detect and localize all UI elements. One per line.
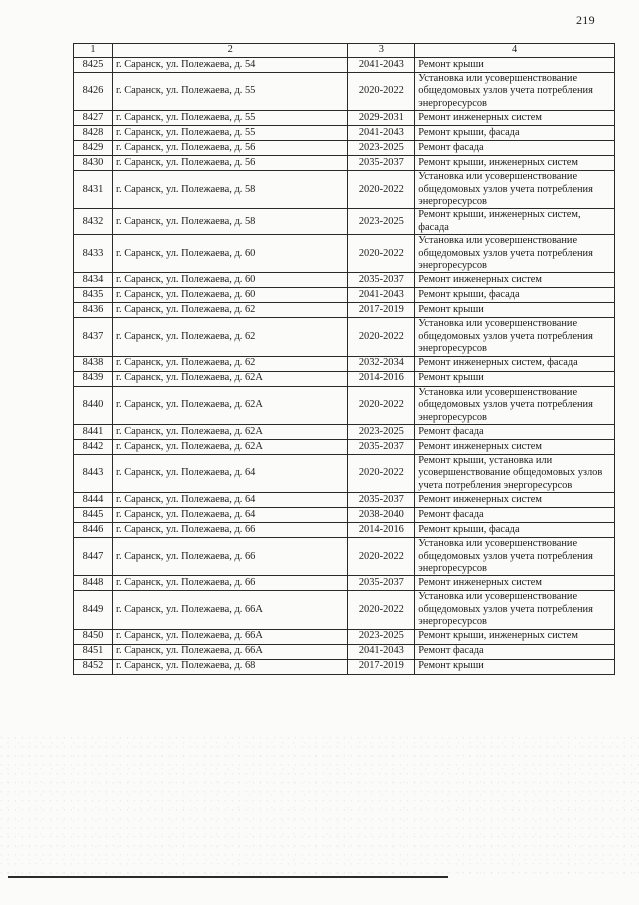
cell-period: 2020-2022 xyxy=(348,454,415,492)
cell-number: 8437 xyxy=(74,318,113,356)
cell-period: 2020-2022 xyxy=(348,591,415,629)
cell-work: Ремонт фасада xyxy=(415,644,615,659)
cell-period: 2017-2019 xyxy=(348,659,415,674)
cell-work: Ремонт инженерных систем xyxy=(415,493,615,508)
column-header-3: 3 xyxy=(348,44,415,58)
cell-period: 2023-2025 xyxy=(348,141,415,156)
cell-period: 2020-2022 xyxy=(348,73,415,111)
cell-work: Ремонт крыши, инженерных систем, фасада xyxy=(415,209,615,235)
cell-period: 2035-2037 xyxy=(348,576,415,591)
cell-period: 2017-2019 xyxy=(348,303,415,318)
table-row xyxy=(74,209,615,235)
table-row xyxy=(74,171,615,209)
cell-work: Установка или усовершенствование общедомовых узлов учета потребления энергоресурсов xyxy=(415,235,615,273)
cell-period: 2014-2016 xyxy=(348,371,415,386)
cell-address: г. Саранск, ул. Полежаева, д. 62А xyxy=(112,386,347,424)
cell-address: г. Саранск, ул. Полежаева, д. 64 xyxy=(112,508,347,523)
cell-period: 2035-2037 xyxy=(348,493,415,508)
cell-period: 2023-2025 xyxy=(348,424,415,439)
cell-period: 2032-2034 xyxy=(348,356,415,371)
cell-number: 8447 xyxy=(74,538,113,576)
cell-work: Установка или усовершенствование общедомовых узлов учета потребления энергоресурсов xyxy=(415,591,615,629)
table-row xyxy=(74,386,615,424)
cell-work: Ремонт крыши xyxy=(415,659,615,674)
cell-address: г. Саранск, ул. Полежаева, д. 62 xyxy=(112,303,347,318)
cell-period: 2020-2022 xyxy=(348,235,415,273)
cell-period: 2038-2040 xyxy=(348,508,415,523)
table-row xyxy=(74,288,615,303)
table-row xyxy=(74,371,615,386)
table-row xyxy=(74,318,615,356)
cell-work: Ремонт инженерных систем, фасада xyxy=(415,356,615,371)
cell-period: 2020-2022 xyxy=(348,386,415,424)
cell-work: Ремонт инженерных систем xyxy=(415,576,615,591)
cell-address: г. Саранск, ул. Полежаева, д. 62А xyxy=(112,439,347,454)
cell-period: 2041-2043 xyxy=(348,644,415,659)
cell-work: Ремонт крыши, фасада xyxy=(415,288,615,303)
table-row xyxy=(74,73,615,111)
cell-number: 8446 xyxy=(74,523,113,538)
cell-address: г. Саранск, ул. Полежаева, д. 66А xyxy=(112,629,347,644)
cell-number: 8452 xyxy=(74,659,113,674)
cell-number: 8430 xyxy=(74,156,113,171)
cell-work: Установка или усовершенствование общедомовых узлов учета потребления энергоресурсов xyxy=(415,171,615,209)
cell-number: 8431 xyxy=(74,171,113,209)
cell-period: 2041-2043 xyxy=(348,288,415,303)
table-row xyxy=(74,156,615,171)
cell-number: 8428 xyxy=(74,126,113,141)
cell-address: г. Саранск, ул. Полежаева, д. 66 xyxy=(112,538,347,576)
cell-number: 8432 xyxy=(74,209,113,235)
cell-work: Ремонт крыши, инженерных систем xyxy=(415,156,615,171)
cell-work: Ремонт крыши, установка или усовершенствование общедомовых узлов учета потребления энергоресурсов xyxy=(415,454,615,492)
table-row xyxy=(74,439,615,454)
table-row xyxy=(74,126,615,141)
cell-number: 8427 xyxy=(74,111,113,126)
cell-period: 2020-2022 xyxy=(348,171,415,209)
cell-work: Ремонт фасада xyxy=(415,141,615,156)
cell-period: 2035-2037 xyxy=(348,439,415,454)
cell-address: г. Саранск, ул. Полежаева, д. 60 xyxy=(112,273,347,288)
repair-schedule-table xyxy=(73,43,615,675)
cell-work: Ремонт инженерных систем xyxy=(415,111,615,126)
cell-number: 8451 xyxy=(74,644,113,659)
table-row xyxy=(74,424,615,439)
cell-number: 8426 xyxy=(74,73,113,111)
cell-address: г. Саранск, ул. Полежаева, д. 68 xyxy=(112,659,347,674)
cell-period: 2041-2043 xyxy=(348,126,415,141)
table-row xyxy=(74,58,615,73)
table-row xyxy=(74,273,615,288)
table-row xyxy=(74,591,615,629)
cell-number: 8435 xyxy=(74,288,113,303)
cell-address: г. Саранск, ул. Полежаева, д. 66 xyxy=(112,576,347,591)
table-row xyxy=(74,629,615,644)
table-row xyxy=(74,454,615,492)
table-row xyxy=(74,644,615,659)
cell-work: Установка или усовершенствование общедомовых узлов учета потребления энергоресурсов xyxy=(415,318,615,356)
cell-address: г. Саранск, ул. Полежаева, д. 55 xyxy=(112,111,347,126)
cell-work: Ремонт фасада xyxy=(415,508,615,523)
cell-address: г. Саранск, ул. Полежаева, д. 64 xyxy=(112,493,347,508)
cell-address: г. Саранск, ул. Полежаева, д. 62А xyxy=(112,424,347,439)
cell-number: 8450 xyxy=(74,629,113,644)
cell-address: г. Саранск, ул. Полежаева, д. 62 xyxy=(112,356,347,371)
table-row xyxy=(74,235,615,273)
column-header-2: 2 xyxy=(112,44,347,58)
column-header-4: 4 xyxy=(415,44,615,58)
cell-number: 8440 xyxy=(74,386,113,424)
cell-number: 8439 xyxy=(74,371,113,386)
cell-work: Установка или усовершенствование общедомовых узлов учета потребления энергоресурсов xyxy=(415,73,615,111)
cell-number: 8449 xyxy=(74,591,113,629)
cell-work: Ремонт инженерных систем xyxy=(415,273,615,288)
cell-period: 2020-2022 xyxy=(348,538,415,576)
table-body xyxy=(74,58,615,675)
cell-number: 8441 xyxy=(74,424,113,439)
cell-number: 8425 xyxy=(74,58,113,73)
table-row xyxy=(74,493,615,508)
cell-number: 8433 xyxy=(74,235,113,273)
cell-work: Установка или усовершенствование общедомовых узлов учета потребления энергоресурсов xyxy=(415,386,615,424)
cell-period: 2023-2025 xyxy=(348,629,415,644)
cell-address: г. Саранск, ул. Полежаева, д. 62 xyxy=(112,318,347,356)
cell-address: г. Саранск, ул. Полежаева, д. 56 xyxy=(112,156,347,171)
cell-period: 2014-2016 xyxy=(348,523,415,538)
cell-period: 2029-2031 xyxy=(348,111,415,126)
cell-address: г. Саранск, ул. Полежаева, д. 60 xyxy=(112,235,347,273)
cell-address: г. Саранск, ул. Полежаева, д. 64 xyxy=(112,454,347,492)
cell-period: 2023-2025 xyxy=(348,209,415,235)
column-header-1: 1 xyxy=(74,44,113,58)
table-header-row xyxy=(74,44,615,58)
cell-work: Ремонт крыши xyxy=(415,371,615,386)
cell-address: г. Саранск, ул. Полежаева, д. 62А xyxy=(112,371,347,386)
cell-address: г. Саранск, ул. Полежаева, д. 55 xyxy=(112,126,347,141)
page-bottom-rule xyxy=(8,876,448,878)
cell-work: Ремонт крыши, инженерных систем xyxy=(415,629,615,644)
table-row xyxy=(74,508,615,523)
cell-number: 8434 xyxy=(74,273,113,288)
page-number: 219 xyxy=(576,13,595,27)
cell-period: 2020-2022 xyxy=(348,318,415,356)
cell-number: 8448 xyxy=(74,576,113,591)
scan-noise xyxy=(0,735,639,875)
cell-work: Ремонт крыши xyxy=(415,58,615,73)
cell-number: 8442 xyxy=(74,439,113,454)
cell-address: г. Саранск, ул. Полежаева, д. 56 xyxy=(112,141,347,156)
table-row xyxy=(74,576,615,591)
cell-address: г. Саранск, ул. Полежаева, д. 58 xyxy=(112,209,347,235)
cell-work: Ремонт крыши, фасада xyxy=(415,126,615,141)
cell-address: г. Саранск, ул. Полежаева, д. 66А xyxy=(112,591,347,629)
cell-number: 8445 xyxy=(74,508,113,523)
cell-work: Установка или усовершенствование общедомовых узлов учета потребления энергоресурсов xyxy=(415,538,615,576)
table-row xyxy=(74,538,615,576)
cell-number: 8443 xyxy=(74,454,113,492)
cell-work: Ремонт крыши, фасада xyxy=(415,523,615,538)
cell-work: Ремонт инженерных систем xyxy=(415,439,615,454)
cell-address: г. Саранск, ул. Полежаева, д. 60 xyxy=(112,288,347,303)
table-row xyxy=(74,141,615,156)
cell-number: 8444 xyxy=(74,493,113,508)
cell-number: 8438 xyxy=(74,356,113,371)
cell-address: г. Саранск, ул. Полежаева, д. 66 xyxy=(112,523,347,538)
cell-number: 8436 xyxy=(74,303,113,318)
cell-number: 8429 xyxy=(74,141,113,156)
cell-address: г. Саранск, ул. Полежаева, д. 54 xyxy=(112,58,347,73)
cell-address: г. Саранск, ул. Полежаева, д. 58 xyxy=(112,171,347,209)
cell-address: г. Саранск, ул. Полежаева, д. 55 xyxy=(112,73,347,111)
cell-period: 2041-2043 xyxy=(348,58,415,73)
cell-period: 2035-2037 xyxy=(348,156,415,171)
table-row xyxy=(74,659,615,674)
cell-address: г. Саранск, ул. Полежаева, д. 66А xyxy=(112,644,347,659)
table-row xyxy=(74,523,615,538)
cell-work: Ремонт фасада xyxy=(415,424,615,439)
cell-work: Ремонт крыши xyxy=(415,303,615,318)
table-row xyxy=(74,356,615,371)
table-row xyxy=(74,303,615,318)
cell-period: 2035-2037 xyxy=(348,273,415,288)
table-row xyxy=(74,111,615,126)
